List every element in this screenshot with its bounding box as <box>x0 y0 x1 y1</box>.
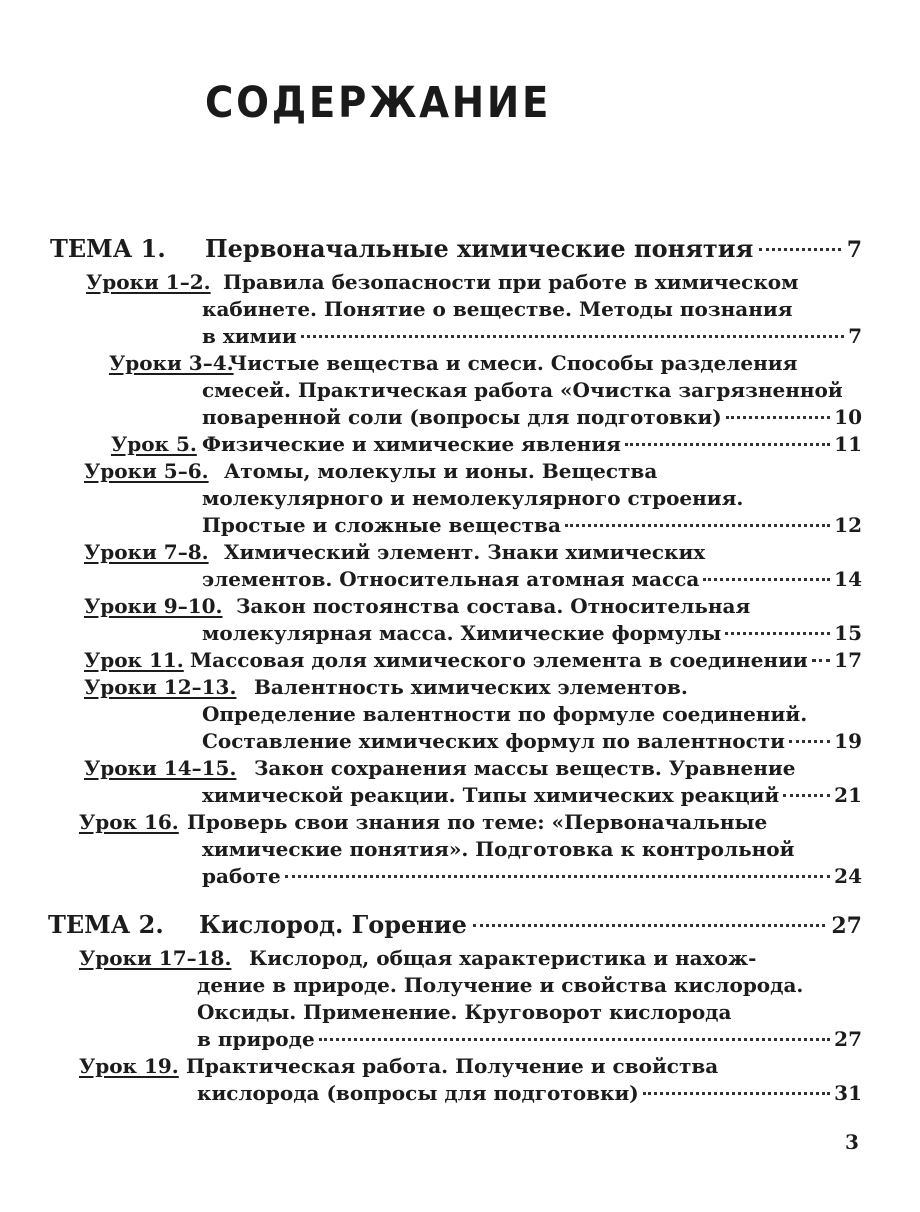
entry-text: Определение валентности по формуле соединений. <box>202 702 808 726</box>
toc-entry-lessons-9-10[interactable] <box>0 594 862 624</box>
dot-leader <box>812 659 830 662</box>
entry-text: кабинете. Понятие о веществе. Методы познания <box>202 297 793 321</box>
topic-1-entry[interactable] <box>0 234 862 270</box>
entry-text: Кислород, общая характеристика и нахож- <box>249 946 757 970</box>
entry-text: работе <box>202 864 281 888</box>
dot-leader <box>565 524 830 527</box>
toc-entry-continuation <box>0 702 862 732</box>
entry-label: Уроки 5–6. <box>84 459 209 483</box>
entry-page: 31 <box>834 1081 862 1105</box>
topic-2-page: 27 <box>831 913 862 939</box>
entry-page: 21 <box>834 783 862 807</box>
entry-text: химической реакции. Типы химических реакций <box>202 783 780 807</box>
toc-entry-lessons-17-18[interactable] <box>0 946 862 976</box>
entry-text: поваренной соли (вопросы для подготовки) <box>202 405 722 429</box>
dot-leader <box>789 740 830 743</box>
entry-text: Массовая доля химического элемента в соединении <box>190 648 808 672</box>
entry-text: Физические и химические явления <box>202 432 621 456</box>
toc-entry-lesson-5[interactable] <box>0 432 862 462</box>
toc-entry-continuation <box>0 1027 862 1057</box>
topic-1-label: ТЕМА 1. <box>50 234 166 263</box>
entry-page: 15 <box>834 621 862 645</box>
entry-page: 17 <box>834 648 862 672</box>
entry-page: 27 <box>834 1027 862 1051</box>
entry-text: молекулярного и немолекулярного строения. <box>202 486 744 510</box>
toc-entry-continuation <box>0 973 862 1003</box>
toc-entry-continuation <box>0 837 862 867</box>
entry-text: Атомы, молекулы и ионы. Вещества <box>224 459 658 483</box>
toc-entry-continuation <box>0 864 862 894</box>
topic-2-entry[interactable] <box>0 910 862 946</box>
toc-entry-continuation <box>0 729 862 759</box>
toc-entry-continuation <box>0 621 862 651</box>
entry-text: химические понятия». Подготовка к контрольной <box>202 837 795 861</box>
entry-text: Закон сохранения массы веществ. Уравнение <box>254 756 796 780</box>
entry-page: 7 <box>848 324 862 348</box>
entry-text: Правила безопасности при работе в химическом <box>223 270 799 294</box>
toc-entry-continuation <box>0 783 862 813</box>
toc-entry-continuation <box>0 567 862 597</box>
entry-page: 24 <box>834 864 862 888</box>
entry-label: Уроки 9–10. <box>84 594 223 618</box>
entry-text: Практическая работа. Получение и свойства <box>186 1054 719 1078</box>
entry-text: Простые и сложные вещества <box>202 513 561 537</box>
dot-leader <box>319 1038 830 1041</box>
dot-leader <box>703 578 830 581</box>
entry-text: дение в природе. Получение и свойства кислорода. <box>197 973 804 997</box>
toc-entry-lesson-11[interactable] <box>0 648 862 678</box>
entry-label: Уроки 3–4. <box>109 351 234 375</box>
entry-page: 10 <box>834 405 862 429</box>
entry-text: в природе <box>197 1027 315 1051</box>
dot-leader <box>725 632 830 635</box>
contents-title: СОДЕРЖАНИЕ <box>205 78 552 128</box>
entry-label: Уроки 12–13. <box>84 675 237 699</box>
toc-entry-continuation <box>0 297 862 327</box>
entry-label: Уроки 17–18. <box>79 946 232 970</box>
topic-2-title: Кислород. Горение <box>199 910 467 939</box>
topic-1-title: Первоначальные химические понятия <box>205 234 754 263</box>
entry-text: кислорода (вопросы для подготовки) <box>197 1081 639 1105</box>
toc-entry-lesson-16[interactable] <box>0 810 862 840</box>
toc-entry-lessons-1-2[interactable] <box>0 270 862 300</box>
toc-entry-continuation <box>0 378 862 408</box>
dot-leader <box>643 1092 830 1095</box>
entry-label: Урок 11. <box>84 648 184 672</box>
entry-label: Уроки 14–15. <box>84 756 237 780</box>
entry-text: в химии <box>202 324 297 348</box>
page-number: 3 <box>845 1130 859 1154</box>
entry-page: 11 <box>834 432 862 456</box>
topic-1-page: 7 <box>846 237 862 263</box>
toc-entry-continuation <box>0 486 862 516</box>
toc-entry-continuation <box>0 513 862 543</box>
entry-text: Химический элемент. Знаки химических <box>224 540 706 564</box>
dot-leader <box>759 248 840 251</box>
entry-label: Урок 5. <box>111 432 197 456</box>
dot-leader <box>285 875 830 878</box>
entry-page: 19 <box>834 729 862 753</box>
toc-entry-lessons-7-8[interactable] <box>0 540 862 570</box>
toc-entry-lessons-3-4[interactable] <box>0 351 862 381</box>
dot-leader <box>726 416 830 419</box>
entry-text: Валентность химических элементов. <box>254 675 688 699</box>
toc-entry-lessons-5-6[interactable] <box>0 459 862 489</box>
entry-label: Урок 19. <box>79 1054 179 1078</box>
dot-leader <box>301 335 844 338</box>
toc-entry-lessons-12-13[interactable] <box>0 675 862 705</box>
entry-text: Оксиды. Применение. Круговорот кислорода <box>197 1000 732 1024</box>
toc-entry-continuation <box>0 405 862 435</box>
entry-label: Уроки 7–8. <box>84 540 209 564</box>
entry-page: 12 <box>834 513 862 537</box>
topic-2-label: ТЕМА 2. <box>48 910 164 939</box>
entry-text: Составление химических формул по валентности <box>202 729 785 753</box>
entry-text: Чистые вещества и смеси. Способы разделения <box>229 351 798 375</box>
entry-label: Урок 16. <box>79 810 179 834</box>
dot-leader <box>783 794 830 797</box>
entry-text: молекулярная масса. Химические формулы <box>202 621 722 645</box>
toc-entry-lessons-14-15[interactable] <box>0 756 862 786</box>
toc-entry-continuation <box>0 1081 862 1111</box>
dot-leader <box>625 443 830 446</box>
entry-text: Проверь свои знания по теме: «Первоначальные <box>187 810 768 834</box>
entry-text: смесей. Практическая работа «Очистка загрязненной <box>202 378 843 402</box>
toc-entry-lesson-19[interactable] <box>0 1054 862 1084</box>
toc-entry-continuation <box>0 324 862 354</box>
entry-text: Закон постоянства состава. Относительная <box>236 594 751 618</box>
entry-page: 14 <box>834 567 862 591</box>
entry-text: элементов. Относительная атомная масса <box>202 567 700 591</box>
toc-entry-continuation <box>0 1000 862 1030</box>
entry-label: Уроки 1–2. <box>86 270 211 294</box>
dot-leader <box>473 924 825 927</box>
